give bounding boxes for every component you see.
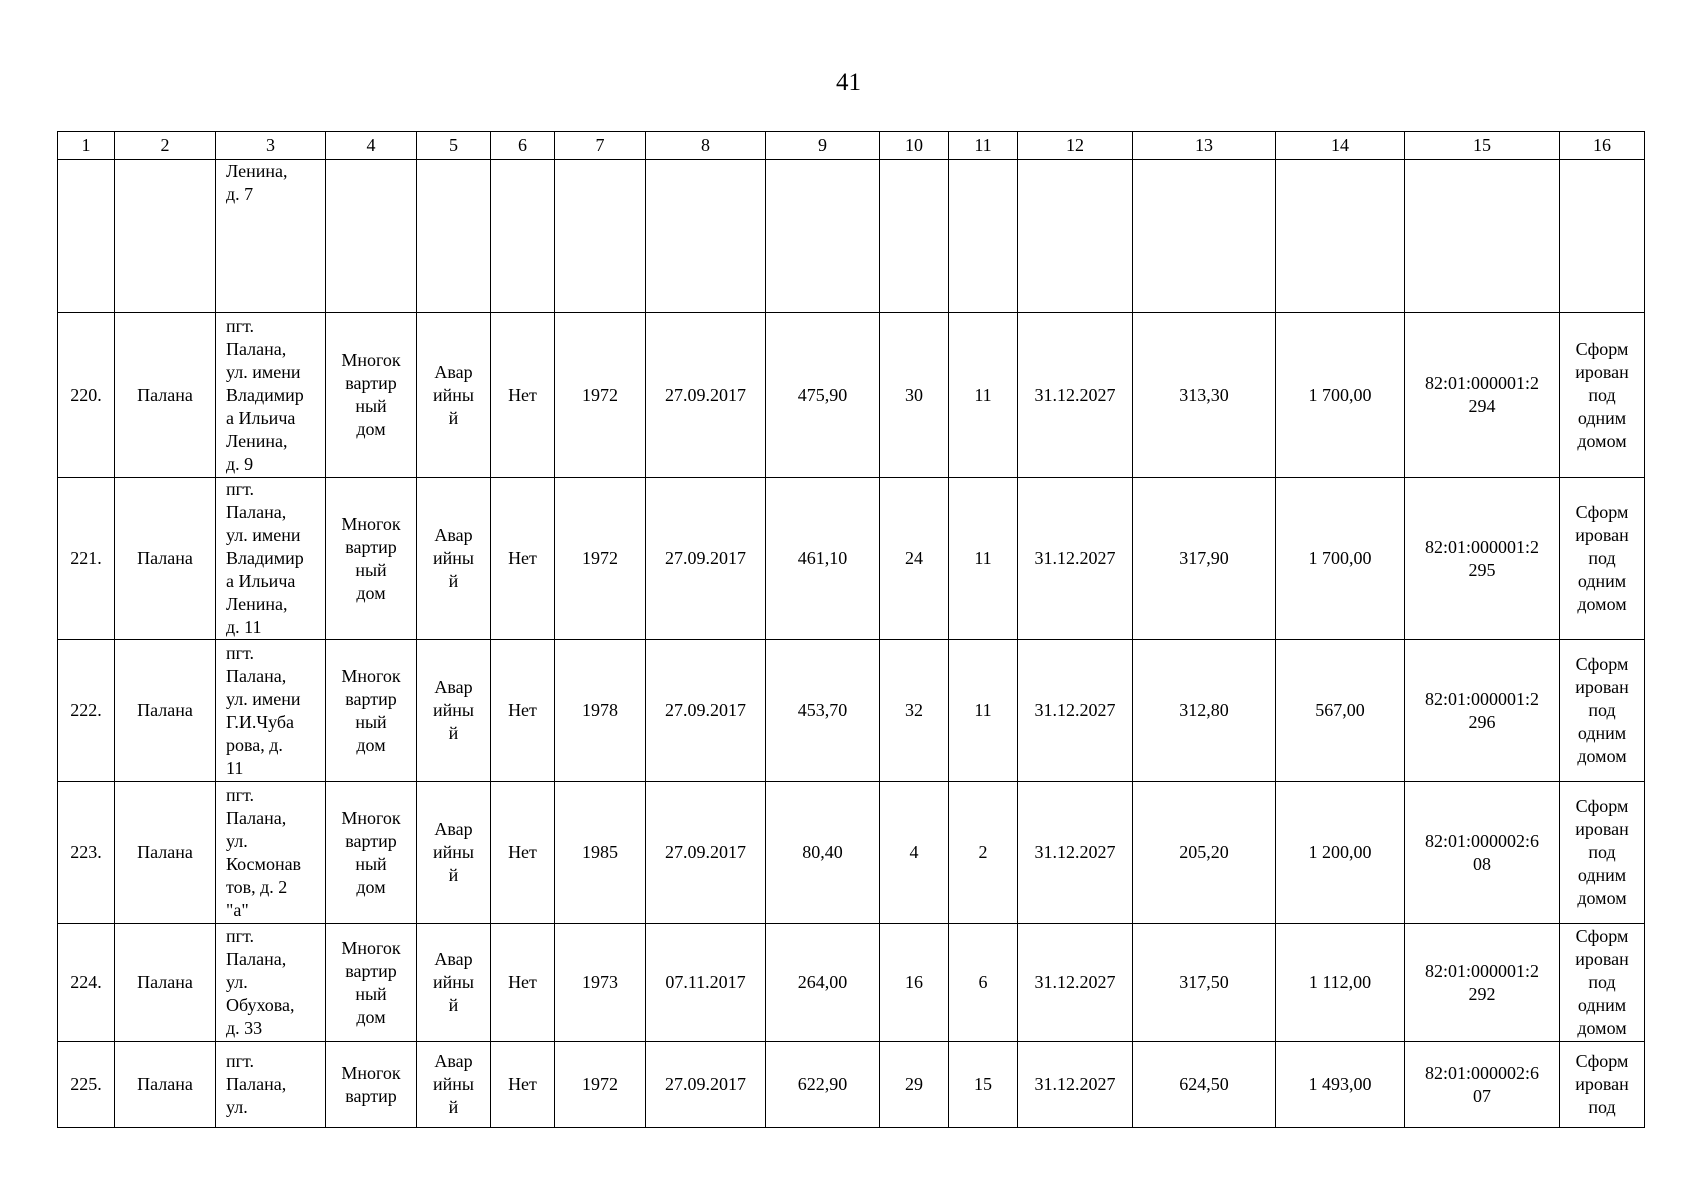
area-cell: 622,90 [766, 1042, 880, 1128]
date-cell: 27.09.2017 [646, 782, 766, 924]
date-cell: 27.09.2017 [646, 640, 766, 782]
column-header: 6 [491, 132, 555, 160]
flag-cell: Нет [491, 782, 555, 924]
year-cell: 1972 [555, 313, 646, 478]
empty-cell [949, 160, 1018, 313]
empty-cell [646, 160, 766, 313]
area-cell: 475,90 [766, 313, 880, 478]
col10-cell: 16 [880, 924, 949, 1042]
col10-cell: 24 [880, 478, 949, 640]
column-header: 16 [1560, 132, 1645, 160]
settlement-cell: Палана [115, 478, 216, 640]
col14-cell: 567,00 [1276, 640, 1405, 782]
address-text: Ленина, д. 7 [226, 161, 288, 204]
year-cell: 1978 [555, 640, 646, 782]
area-cell: 80,40 [766, 782, 880, 924]
empty-cell [326, 160, 417, 313]
deadline-cell: 31.12.2027 [1018, 924, 1133, 1042]
table-row [58, 478, 1645, 640]
col11-cell: 11 [949, 640, 1018, 782]
date-cell: 27.09.2017 [646, 1042, 766, 1128]
note-cell: Сформ ирован под одним домом [1560, 782, 1645, 924]
col14-cell: 1 700,00 [1276, 313, 1405, 478]
deadline-cell: 31.12.2027 [1018, 313, 1133, 478]
flag-cell: Нет [491, 478, 555, 640]
col13-cell: 312,80 [1133, 640, 1276, 782]
flag-cell: Нет [491, 1042, 555, 1128]
year-cell: 1972 [555, 1042, 646, 1128]
cadastral-cell: 82:01:000002:6 07 [1405, 1042, 1560, 1128]
building-type-cell: Многок вартир ный дом [326, 313, 417, 478]
building-type-cell: Многок вартир ный дом [326, 478, 417, 640]
settlement-cell: Палана [115, 1042, 216, 1128]
settlement-cell: Палана [115, 640, 216, 782]
building-type-cell: Многок вартир ный дом [326, 640, 417, 782]
settlement-cell: Палана [115, 313, 216, 478]
col11-cell: 2 [949, 782, 1018, 924]
date-cell: 27.09.2017 [646, 478, 766, 640]
column-header: 15 [1405, 132, 1560, 160]
empty-cell [555, 160, 646, 313]
column-header: 14 [1276, 132, 1405, 160]
address-cell: пгт. Палана, ул. имени Владимир а Ильича Ленина, д. 9 [216, 313, 326, 478]
year-cell: 1985 [555, 782, 646, 924]
empty-cell [1276, 160, 1405, 313]
empty-cell [417, 160, 491, 313]
col10-cell: 4 [880, 782, 949, 924]
page-number: 41 [836, 69, 861, 96]
area-cell: 453,70 [766, 640, 880, 782]
status-cell: Авар ийны й [417, 313, 491, 478]
note-cell: Сформ ирован под одним домом [1560, 313, 1645, 478]
note-cell: Сформ ирован под одним домом [1560, 478, 1645, 640]
column-header: 11 [949, 132, 1018, 160]
empty-cell [58, 160, 115, 313]
column-header: 9 [766, 132, 880, 160]
row-number-cell: 222. [58, 640, 115, 782]
cadastral-cell: 82:01:000002:6 08 [1405, 782, 1560, 924]
column-header: 8 [646, 132, 766, 160]
col11-cell: 6 [949, 924, 1018, 1042]
year-cell: 1972 [555, 478, 646, 640]
column-header: 4 [326, 132, 417, 160]
empty-cell [880, 160, 949, 313]
status-cell: Авар ийны й [417, 924, 491, 1042]
date-cell: 27.09.2017 [646, 313, 766, 478]
continuation-row [58, 160, 1645, 313]
empty-cell [115, 160, 216, 313]
address-cell: пгт. Палана, ул. Обухова, д. 33 [216, 924, 326, 1042]
status-cell: Авар ийны й [417, 1042, 491, 1128]
empty-cell [766, 160, 880, 313]
table-row [58, 782, 1645, 924]
settlement-cell: Палана [115, 924, 216, 1042]
note-cell: Сформ ирован под одним домом [1560, 924, 1645, 1042]
building-type-cell: Многок вартир [326, 1042, 417, 1128]
flag-cell: Нет [491, 924, 555, 1042]
empty-cell [1560, 160, 1645, 313]
building-type-cell: Многок вартир ный дом [326, 782, 417, 924]
empty-cell [1133, 160, 1276, 313]
column-header: 13 [1133, 132, 1276, 160]
row-number-cell: 223. [58, 782, 115, 924]
row-number-cell: 220. [58, 313, 115, 478]
header-row [58, 132, 1645, 160]
column-header: 7 [555, 132, 646, 160]
deadline-cell: 31.12.2027 [1018, 1042, 1133, 1128]
column-header: 1 [58, 132, 115, 160]
column-header: 5 [417, 132, 491, 160]
col13-cell: 317,90 [1133, 478, 1276, 640]
col13-cell: 205,20 [1133, 782, 1276, 924]
flag-cell: Нет [491, 313, 555, 478]
cadastral-cell: 82:01:000001:2 294 [1405, 313, 1560, 478]
column-header: 12 [1018, 132, 1133, 160]
col11-cell: 11 [949, 478, 1018, 640]
row-number-cell: 221. [58, 478, 115, 640]
col10-cell: 30 [880, 313, 949, 478]
address-cell: пгт. Палана, ул. [216, 1042, 326, 1128]
status-cell: Авар ийны й [417, 640, 491, 782]
housing-registry-table [57, 131, 1645, 1128]
empty-cell [491, 160, 555, 313]
col11-cell: 11 [949, 313, 1018, 478]
deadline-cell: 31.12.2027 [1018, 640, 1133, 782]
area-cell: 264,00 [766, 924, 880, 1042]
column-header: 3 [216, 132, 326, 160]
note-cell: Сформ ирован под [1560, 1042, 1645, 1128]
row-number-cell: 225. [58, 1042, 115, 1128]
column-header: 2 [115, 132, 216, 160]
status-cell: Авар ийны й [417, 478, 491, 640]
settlement-cell: Палана [115, 782, 216, 924]
date-cell: 07.11.2017 [646, 924, 766, 1042]
table-row [58, 924, 1645, 1042]
table-row [58, 1042, 1645, 1128]
year-cell: 1973 [555, 924, 646, 1042]
table-row [58, 640, 1645, 782]
col14-cell: 1 700,00 [1276, 478, 1405, 640]
address-cell: пгт. Палана, ул. Космонав тов, д. 2 "а" [216, 782, 326, 924]
address-cell [216, 160, 326, 313]
table-row [58, 313, 1645, 478]
col13-cell: 313,30 [1133, 313, 1276, 478]
col14-cell: 1 200,00 [1276, 782, 1405, 924]
col14-cell: 1 493,00 [1276, 1042, 1405, 1128]
cadastral-cell: 82:01:000001:2 295 [1405, 478, 1560, 640]
col13-cell: 317,50 [1133, 924, 1276, 1042]
cadastral-cell: 82:01:000001:2 292 [1405, 924, 1560, 1042]
data-rows [58, 313, 1645, 1128]
deadline-cell: 31.12.2027 [1018, 478, 1133, 640]
address-cell: пгт. Палана, ул. имени Г.И.Чуба рова, д. 11 [216, 640, 326, 782]
empty-cell [1405, 160, 1560, 313]
area-cell: 461,10 [766, 478, 880, 640]
building-type-cell: Многок вартир ный дом [326, 924, 417, 1042]
address-cell: пгт. Палана, ул. имени Владимир а Ильича Ленина, д. 11 [216, 478, 326, 640]
note-cell: Сформ ирован под одним домом [1560, 640, 1645, 782]
col11-cell: 15 [949, 1042, 1018, 1128]
col13-cell: 624,50 [1133, 1042, 1276, 1128]
status-cell: Авар ийны й [417, 782, 491, 924]
flag-cell: Нет [491, 640, 555, 782]
row-number-cell: 224. [58, 924, 115, 1042]
deadline-cell: 31.12.2027 [1018, 782, 1133, 924]
column-header: 10 [880, 132, 949, 160]
col10-cell: 29 [880, 1042, 949, 1128]
col10-cell: 32 [880, 640, 949, 782]
cadastral-cell: 82:01:000001:2 296 [1405, 640, 1560, 782]
col14-cell: 1 112,00 [1276, 924, 1405, 1042]
empty-cell [1018, 160, 1133, 313]
